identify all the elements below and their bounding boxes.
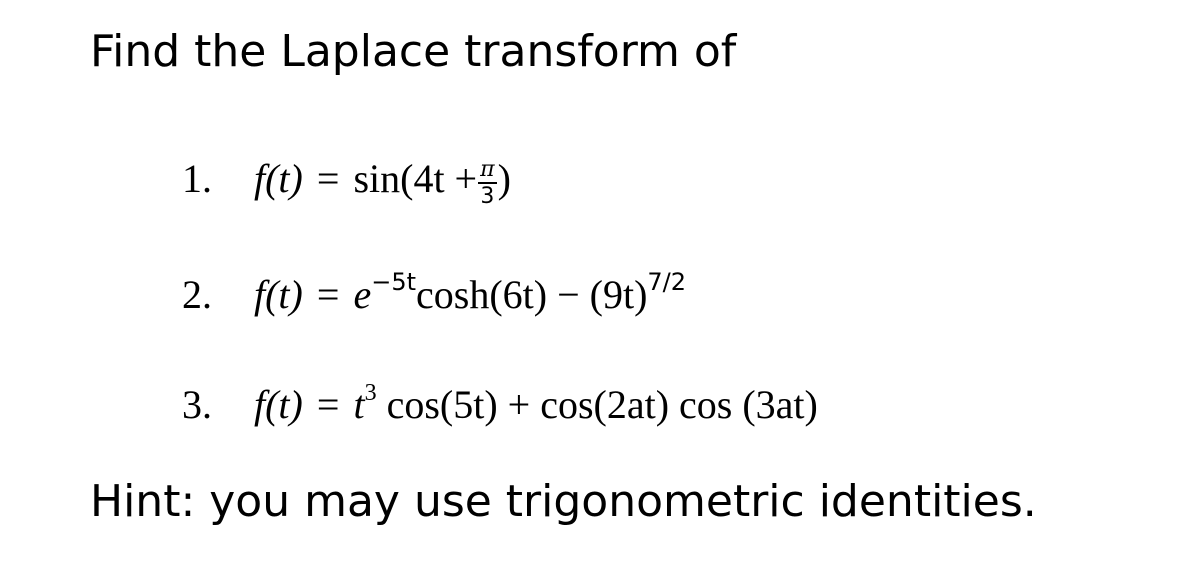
fraction-numerator: π <box>480 157 495 182</box>
expression-part: sin(4t + <box>353 156 478 202</box>
expression-part: cos(5t) + cos(2at) cos (3at) <box>386 382 818 427</box>
problem-3 <box>182 380 818 427</box>
hint-text: Hint: you may use trigonometric identities. <box>90 476 1037 527</box>
function-lhs: f(t) <box>254 382 303 427</box>
equals-sign: = <box>316 156 340 202</box>
problem-2 <box>182 268 687 317</box>
equals-sign: = <box>316 382 340 427</box>
fraction <box>478 158 496 208</box>
function-lhs: f(t) <box>254 272 303 317</box>
problem-1 <box>182 158 511 208</box>
problem-number: 2. <box>182 272 212 317</box>
function-lhs: f(t) <box>254 156 303 202</box>
exponential-base: e <box>353 272 372 317</box>
exponent: 7/2 <box>647 268 687 296</box>
problem-number: 1. <box>182 156 212 202</box>
power-base: t <box>353 382 365 427</box>
expression-part: ) <box>497 156 511 202</box>
fraction-denominator: 3 <box>480 183 495 209</box>
exponent: 3 <box>364 380 377 406</box>
problem-number: 3. <box>182 382 212 427</box>
page-title: Find the Laplace transform of <box>90 26 737 77</box>
exponent: −5t <box>371 268 416 296</box>
expression-part: cosh(6t) − (9t) <box>416 272 648 317</box>
equals-sign: = <box>316 272 340 317</box>
